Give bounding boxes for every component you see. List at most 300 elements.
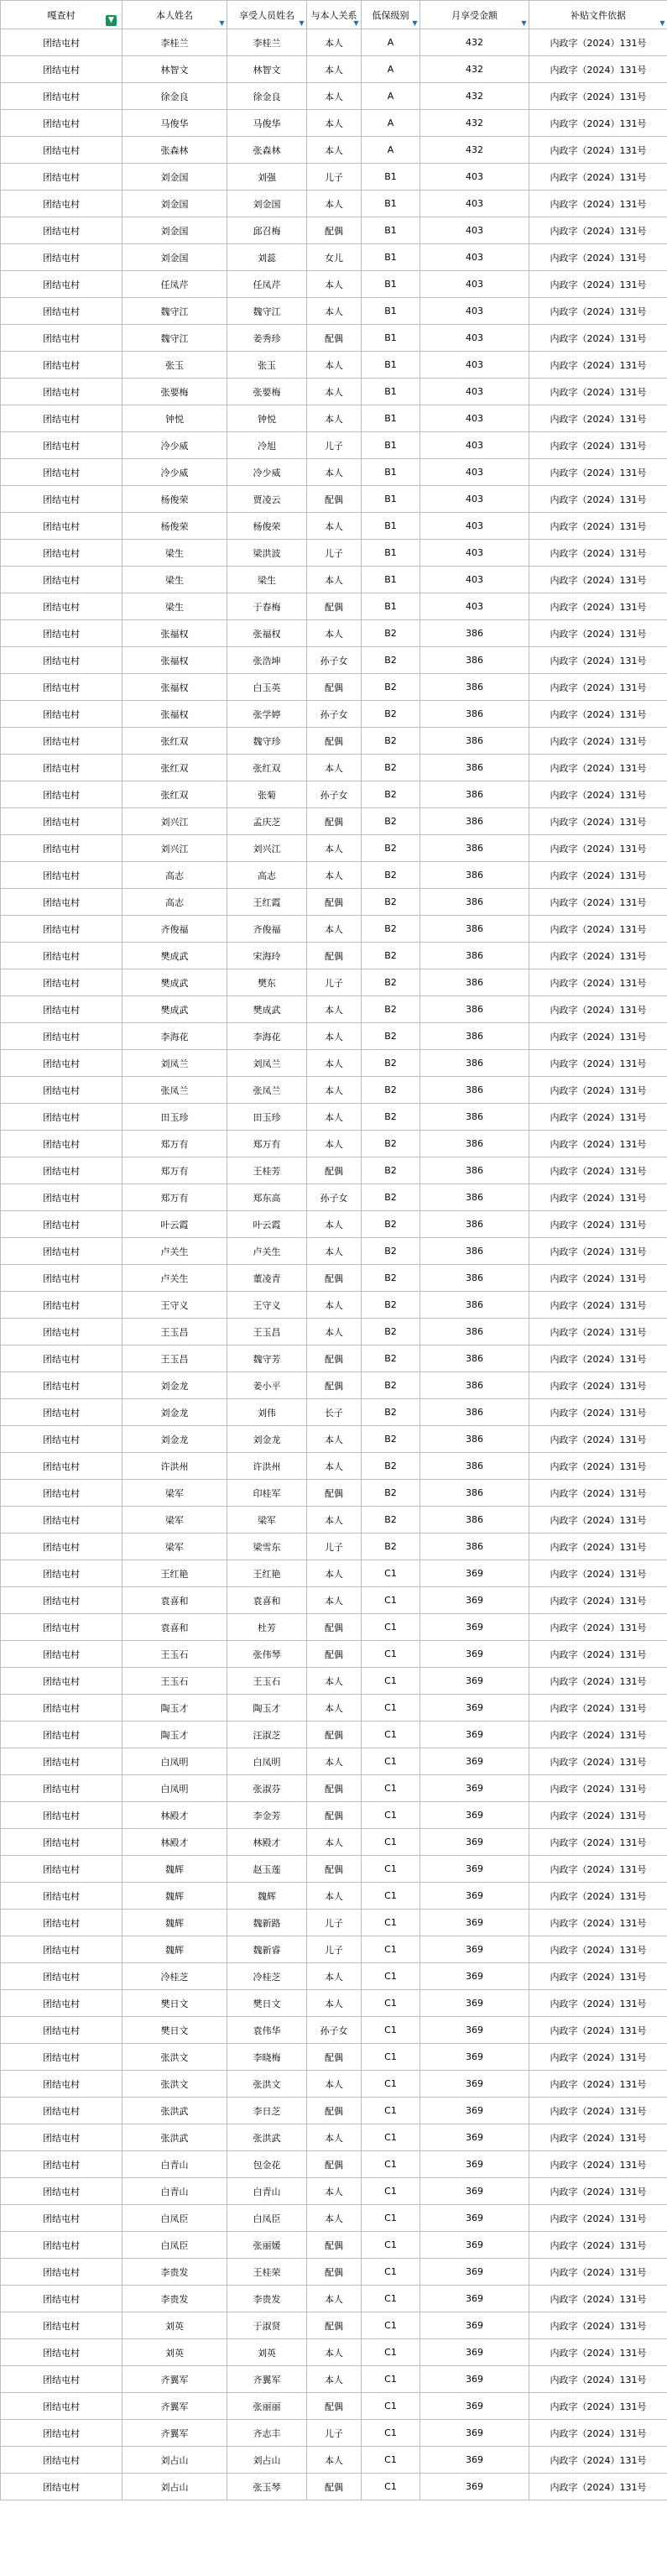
amount-cell[interactable]: 369 (420, 2151, 529, 2178)
name-cell[interactable]: 叶云霞 (122, 1211, 227, 1238)
level-cell[interactable]: C1 (362, 1910, 420, 1936)
name-cell[interactable]: 齐翼军 (122, 2393, 227, 2420)
document-cell[interactable]: 内政字（2024）131号 (529, 325, 667, 352)
level-cell[interactable]: B1 (362, 325, 420, 352)
village-cell[interactable]: 团结屯村 (1, 1641, 122, 1668)
relation-cell[interactable]: 本人 (307, 83, 362, 110)
beneficiary-cell[interactable]: 张洪武 (227, 2124, 307, 2151)
village-cell[interactable]: 团结屯村 (1, 1265, 122, 1292)
level-cell[interactable]: B1 (362, 567, 420, 593)
filter-dropdown-icon[interactable]: ▼ (521, 19, 527, 27)
amount-cell[interactable]: 403 (420, 298, 529, 325)
beneficiary-cell[interactable]: 许洪州 (227, 1453, 307, 1480)
beneficiary-cell[interactable]: 王红艳 (227, 1560, 307, 1587)
village-cell[interactable]: 团结屯村 (1, 379, 122, 405)
amount-cell[interactable]: 369 (420, 2232, 529, 2259)
amount-cell[interactable]: 403 (420, 244, 529, 271)
beneficiary-cell[interactable]: 张玉 (227, 352, 307, 379)
beneficiary-cell[interactable]: 张森林 (227, 137, 307, 164)
relation-cell[interactable]: 配偶 (307, 2098, 362, 2124)
document-cell[interactable]: 内政字（2024）131号 (529, 835, 667, 862)
name-cell[interactable]: 刘英 (122, 2339, 227, 2366)
beneficiary-cell[interactable]: 魏守珍 (227, 728, 307, 755)
amount-cell[interactable]: 386 (420, 1345, 529, 1372)
relation-cell[interactable]: 配偶 (307, 943, 362, 969)
amount-cell[interactable]: 386 (420, 1453, 529, 1480)
document-cell[interactable]: 内政字（2024）131号 (529, 916, 667, 943)
village-cell[interactable]: 团结屯村 (1, 862, 122, 889)
beneficiary-cell[interactable]: 樊日文 (227, 1990, 307, 2017)
amount-cell[interactable]: 386 (420, 1104, 529, 1131)
name-cell[interactable]: 任凤芹 (122, 271, 227, 298)
beneficiary-cell[interactable]: 叶云霞 (227, 1211, 307, 1238)
amount-cell[interactable]: 386 (420, 1292, 529, 1319)
document-cell[interactable]: 内政字（2024）131号 (529, 164, 667, 191)
amount-cell[interactable]: 386 (420, 889, 529, 916)
name-cell[interactable]: 李贵发 (122, 2286, 227, 2312)
relation-cell[interactable]: 配偶 (307, 1345, 362, 1372)
name-cell[interactable]: 梁军 (122, 1507, 227, 1534)
relation-cell[interactable]: 配偶 (307, 2044, 362, 2071)
village-cell[interactable]: 团结屯村 (1, 271, 122, 298)
name-cell[interactable]: 魏辉 (122, 1936, 227, 1963)
amount-cell[interactable]: 369 (420, 2259, 529, 2286)
village-cell[interactable]: 团结屯村 (1, 996, 122, 1023)
document-cell[interactable]: 内政字（2024）131号 (529, 1399, 667, 1426)
name-cell[interactable]: 王玉昌 (122, 1319, 227, 1345)
beneficiary-cell[interactable]: 李贵发 (227, 2286, 307, 2312)
name-cell[interactable]: 冷桂芝 (122, 1963, 227, 1990)
relation-cell[interactable]: 本人 (307, 1883, 362, 1910)
beneficiary-cell[interactable]: 邱召梅 (227, 217, 307, 244)
document-cell[interactable]: 内政字（2024）131号 (529, 2259, 667, 2286)
document-cell[interactable]: 内政字（2024）131号 (529, 1990, 667, 2017)
level-cell[interactable]: C1 (362, 2447, 420, 2474)
level-cell[interactable]: B1 (362, 271, 420, 298)
amount-cell[interactable]: 369 (420, 2205, 529, 2232)
relation-cell[interactable]: 本人 (307, 2071, 362, 2098)
name-cell[interactable]: 魏辉 (122, 1910, 227, 1936)
name-cell[interactable]: 刘占山 (122, 2474, 227, 2500)
beneficiary-cell[interactable]: 刘英 (227, 2339, 307, 2366)
level-cell[interactable]: B2 (362, 1023, 420, 1050)
level-cell[interactable]: C1 (362, 1560, 420, 1587)
level-cell[interactable]: B1 (362, 486, 420, 513)
level-cell[interactable]: A (362, 137, 420, 164)
beneficiary-cell[interactable]: 董凌青 (227, 1265, 307, 1292)
village-cell[interactable]: 团结屯村 (1, 1399, 122, 1426)
level-cell[interactable]: B2 (362, 755, 420, 781)
filter-active-icon[interactable]: ▼ (106, 15, 117, 26)
level-cell[interactable]: B2 (362, 1104, 420, 1131)
village-cell[interactable]: 团结屯村 (1, 298, 122, 325)
village-cell[interactable]: 团结屯村 (1, 1345, 122, 1372)
village-cell[interactable]: 团结屯村 (1, 83, 122, 110)
amount-cell[interactable]: 386 (420, 1077, 529, 1104)
amount-cell[interactable]: 369 (420, 1883, 529, 1910)
level-cell[interactable]: B1 (362, 405, 420, 432)
village-cell[interactable]: 团结屯村 (1, 1480, 122, 1507)
beneficiary-cell[interactable]: 姜秀珍 (227, 325, 307, 352)
amount-cell[interactable]: 386 (420, 1534, 529, 1560)
beneficiary-cell[interactable]: 王桂芳 (227, 1157, 307, 1184)
amount-cell[interactable]: 386 (420, 728, 529, 755)
document-cell[interactable]: 内政字（2024）131号 (529, 728, 667, 755)
filter-dropdown-icon[interactable]: ▼ (659, 19, 665, 27)
name-cell[interactable]: 王守义 (122, 1292, 227, 1319)
amount-cell[interactable]: 386 (420, 1023, 529, 1050)
document-cell[interactable]: 内政字（2024）131号 (529, 1507, 667, 1534)
level-cell[interactable]: B2 (362, 1319, 420, 1345)
amount-cell[interactable]: 403 (420, 405, 529, 432)
level-cell[interactable]: C1 (362, 2420, 420, 2447)
name-cell[interactable]: 白青山 (122, 2151, 227, 2178)
document-cell[interactable]: 内政字（2024）131号 (529, 2071, 667, 2098)
amount-cell[interactable]: 369 (420, 1668, 529, 1695)
name-cell[interactable]: 冷少威 (122, 459, 227, 486)
filter-dropdown-icon[interactable]: ▼ (353, 19, 359, 27)
relation-cell[interactable]: 配偶 (307, 2474, 362, 2500)
amount-cell[interactable]: 369 (420, 1775, 529, 1802)
village-cell[interactable]: 团结屯村 (1, 1910, 122, 1936)
beneficiary-cell[interactable]: 魏守芳 (227, 1345, 307, 1372)
relation-cell[interactable]: 孙子女 (307, 647, 362, 674)
beneficiary-cell[interactable]: 张红双 (227, 755, 307, 781)
document-cell[interactable]: 内政字（2024）131号 (529, 1372, 667, 1399)
village-cell[interactable]: 团结屯村 (1, 217, 122, 244)
village-cell[interactable]: 团结屯村 (1, 781, 122, 808)
document-cell[interactable]: 内政字（2024）131号 (529, 1829, 667, 1856)
document-cell[interactable]: 内政字（2024）131号 (529, 593, 667, 620)
document-cell[interactable]: 内政字（2024）131号 (529, 1265, 667, 1292)
beneficiary-cell[interactable]: 高志 (227, 862, 307, 889)
document-cell[interactable]: 内政字（2024）131号 (529, 2286, 667, 2312)
level-cell[interactable]: B2 (362, 1372, 420, 1399)
beneficiary-cell[interactable]: 田玉珍 (227, 1104, 307, 1131)
village-cell[interactable]: 团结屯村 (1, 1023, 122, 1050)
relation-cell[interactable]: 本人 (307, 1023, 362, 1050)
village-cell[interactable]: 团结屯村 (1, 647, 122, 674)
relation-cell[interactable]: 配偶 (307, 217, 362, 244)
village-cell[interactable]: 团结屯村 (1, 593, 122, 620)
level-cell[interactable]: B2 (362, 1534, 420, 1560)
relation-cell[interactable]: 女儿 (307, 244, 362, 271)
relation-cell[interactable]: 本人 (307, 29, 362, 56)
village-cell[interactable]: 团结屯村 (1, 1319, 122, 1345)
name-cell[interactable]: 魏守江 (122, 298, 227, 325)
village-cell[interactable]: 团结屯村 (1, 2232, 122, 2259)
level-cell[interactable]: C1 (362, 2286, 420, 2312)
relation-cell[interactable]: 配偶 (307, 1641, 362, 1668)
relation-cell[interactable]: 孙子女 (307, 701, 362, 728)
level-cell[interactable]: A (362, 83, 420, 110)
level-cell[interactable]: B2 (362, 1184, 420, 1211)
relation-cell[interactable]: 本人 (307, 1238, 362, 1265)
village-cell[interactable]: 团结屯村 (1, 2151, 122, 2178)
document-cell[interactable]: 内政字（2024）131号 (529, 1641, 667, 1668)
beneficiary-cell[interactable]: 于春梅 (227, 593, 307, 620)
document-cell[interactable]: 内政字（2024）131号 (529, 1614, 667, 1641)
name-cell[interactable]: 刘兴江 (122, 835, 227, 862)
document-cell[interactable]: 内政字（2024）131号 (529, 459, 667, 486)
relation-cell[interactable]: 本人 (307, 1990, 362, 2017)
beneficiary-cell[interactable]: 张伟琴 (227, 1641, 307, 1668)
beneficiary-cell[interactable]: 宋海玲 (227, 943, 307, 969)
village-cell[interactable]: 团结屯村 (1, 1856, 122, 1883)
document-cell[interactable]: 内政字（2024）131号 (529, 486, 667, 513)
document-cell[interactable]: 内政字（2024）131号 (529, 781, 667, 808)
relation-cell[interactable]: 本人 (307, 1131, 362, 1157)
amount-cell[interactable]: 369 (420, 1936, 529, 1963)
amount-cell[interactable]: 386 (420, 1372, 529, 1399)
village-cell[interactable]: 团结屯村 (1, 1131, 122, 1157)
amount-cell[interactable]: 369 (420, 2366, 529, 2393)
document-cell[interactable]: 内政字（2024）131号 (529, 2420, 667, 2447)
document-cell[interactable]: 内政字（2024）131号 (529, 755, 667, 781)
village-cell[interactable]: 团结屯村 (1, 1238, 122, 1265)
village-cell[interactable]: 团结屯村 (1, 432, 122, 459)
name-cell[interactable]: 李贵发 (122, 2259, 227, 2286)
amount-cell[interactable]: 369 (420, 2474, 529, 2500)
name-cell[interactable]: 李海花 (122, 1023, 227, 1050)
document-cell[interactable]: 内政字（2024）131号 (529, 1722, 667, 1748)
village-cell[interactable]: 团结屯村 (1, 2366, 122, 2393)
level-cell[interactable]: C1 (362, 2259, 420, 2286)
village-cell[interactable]: 团结屯村 (1, 1748, 122, 1775)
level-cell[interactable]: C1 (362, 1856, 420, 1883)
village-cell[interactable]: 团结屯村 (1, 620, 122, 647)
village-cell[interactable]: 团结屯村 (1, 2420, 122, 2447)
amount-cell[interactable]: 432 (420, 110, 529, 137)
level-cell[interactable]: B2 (362, 1157, 420, 1184)
village-cell[interactable]: 团结屯村 (1, 1587, 122, 1614)
name-cell[interactable]: 郑万有 (122, 1184, 227, 1211)
relation-cell[interactable]: 配偶 (307, 1856, 362, 1883)
level-cell[interactable]: C1 (362, 1775, 420, 1802)
relation-cell[interactable]: 本人 (307, 1050, 362, 1077)
beneficiary-cell[interactable]: 李海花 (227, 1023, 307, 1050)
name-cell[interactable]: 白凤明 (122, 1775, 227, 1802)
name-cell[interactable]: 梁生 (122, 593, 227, 620)
village-cell[interactable]: 团结屯村 (1, 674, 122, 701)
amount-cell[interactable]: 369 (420, 2447, 529, 2474)
beneficiary-cell[interactable]: 杨俊荣 (227, 513, 307, 540)
name-cell[interactable]: 刘金龙 (122, 1372, 227, 1399)
amount-cell[interactable]: 369 (420, 1587, 529, 1614)
beneficiary-cell[interactable]: 郑东高 (227, 1184, 307, 1211)
name-cell[interactable]: 郑万有 (122, 1131, 227, 1157)
village-cell[interactable]: 团结屯村 (1, 943, 122, 969)
level-cell[interactable]: C1 (362, 1722, 420, 1748)
relation-cell[interactable]: 本人 (307, 1748, 362, 1775)
name-cell[interactable]: 林智文 (122, 56, 227, 83)
beneficiary-cell[interactable]: 张福权 (227, 620, 307, 647)
relation-cell[interactable]: 配偶 (307, 325, 362, 352)
document-cell[interactable]: 内政字（2024）131号 (529, 1534, 667, 1560)
document-cell[interactable]: 内政字（2024）131号 (529, 969, 667, 996)
relation-cell[interactable]: 儿子 (307, 164, 362, 191)
beneficiary-cell[interactable]: 张浩坤 (227, 647, 307, 674)
beneficiary-cell[interactable]: 齐翼军 (227, 2366, 307, 2393)
beneficiary-cell[interactable]: 卢关生 (227, 1238, 307, 1265)
relation-cell[interactable]: 本人 (307, 1668, 362, 1695)
document-cell[interactable]: 内政字（2024）131号 (529, 1104, 667, 1131)
name-cell[interactable]: 白凤臣 (122, 2232, 227, 2259)
beneficiary-cell[interactable]: 于淑贤 (227, 2312, 307, 2339)
level-cell[interactable]: C1 (362, 1641, 420, 1668)
document-cell[interactable]: 内政字（2024）131号 (529, 674, 667, 701)
level-cell[interactable]: B2 (362, 862, 420, 889)
relation-cell[interactable]: 配偶 (307, 2393, 362, 2420)
village-cell[interactable]: 团结屯村 (1, 1829, 122, 1856)
relation-cell[interactable]: 孙子女 (307, 781, 362, 808)
document-cell[interactable]: 内政字（2024）131号 (529, 2098, 667, 2124)
beneficiary-cell[interactable]: 李日芝 (227, 2098, 307, 2124)
amount-cell[interactable]: 369 (420, 1560, 529, 1587)
beneficiary-cell[interactable]: 印桂军 (227, 1480, 307, 1507)
name-cell[interactable]: 张福权 (122, 647, 227, 674)
document-cell[interactable]: 内政字（2024）131号 (529, 2232, 667, 2259)
document-cell[interactable]: 内政字（2024）131号 (529, 1023, 667, 1050)
village-cell[interactable]: 团结屯村 (1, 1963, 122, 1990)
beneficiary-cell[interactable]: 冷旭 (227, 432, 307, 459)
document-cell[interactable]: 内政字（2024）131号 (529, 137, 667, 164)
name-cell[interactable]: 袁喜和 (122, 1587, 227, 1614)
relation-cell[interactable]: 本人 (307, 405, 362, 432)
relation-cell[interactable]: 本人 (307, 191, 362, 217)
document-cell[interactable]: 内政字（2024）131号 (529, 379, 667, 405)
beneficiary-cell[interactable]: 孟庆芝 (227, 808, 307, 835)
village-cell[interactable]: 团结屯村 (1, 1802, 122, 1829)
village-cell[interactable]: 团结屯村 (1, 352, 122, 379)
beneficiary-cell[interactable]: 袁伟华 (227, 2017, 307, 2044)
level-cell[interactable]: B1 (362, 164, 420, 191)
village-cell[interactable]: 团结屯村 (1, 137, 122, 164)
village-cell[interactable]: 团结屯村 (1, 2259, 122, 2286)
name-cell[interactable]: 高志 (122, 862, 227, 889)
level-cell[interactable]: C1 (362, 2151, 420, 2178)
beneficiary-cell[interactable]: 刘凤兰 (227, 1050, 307, 1077)
name-cell[interactable]: 张福权 (122, 620, 227, 647)
name-cell[interactable]: 卢关生 (122, 1265, 227, 1292)
village-cell[interactable]: 团结屯村 (1, 405, 122, 432)
beneficiary-cell[interactable]: 贾凌云 (227, 486, 307, 513)
document-cell[interactable]: 内政字（2024）131号 (529, 2474, 667, 2500)
header-name[interactable] (122, 1, 227, 29)
amount-cell[interactable]: 386 (420, 1319, 529, 1345)
beneficiary-cell[interactable]: 刘蕊 (227, 244, 307, 271)
beneficiary-cell[interactable]: 马俊华 (227, 110, 307, 137)
level-cell[interactable]: B2 (362, 943, 420, 969)
beneficiary-cell[interactable]: 梁洪波 (227, 540, 307, 567)
amount-cell[interactable]: 386 (420, 1211, 529, 1238)
document-cell[interactable]: 内政字（2024）131号 (529, 2151, 667, 2178)
document-cell[interactable]: 内政字（2024）131号 (529, 808, 667, 835)
amount-cell[interactable]: 432 (420, 56, 529, 83)
header-beneficiary[interactable] (227, 1, 307, 29)
relation-cell[interactable]: 配偶 (307, 1157, 362, 1184)
header-amount[interactable] (420, 1, 529, 29)
level-cell[interactable]: A (362, 56, 420, 83)
level-cell[interactable]: B2 (362, 1345, 420, 1372)
level-cell[interactable]: B2 (362, 1265, 420, 1292)
village-cell[interactable]: 团结屯村 (1, 1077, 122, 1104)
village-cell[interactable]: 团结屯村 (1, 567, 122, 593)
amount-cell[interactable]: 369 (420, 1990, 529, 2017)
name-cell[interactable]: 刘占山 (122, 2447, 227, 2474)
document-cell[interactable]: 内政字（2024）131号 (529, 244, 667, 271)
amount-cell[interactable]: 369 (420, 2071, 529, 2098)
village-cell[interactable]: 团结屯村 (1, 1668, 122, 1695)
relation-cell[interactable]: 儿子 (307, 540, 362, 567)
name-cell[interactable]: 高志 (122, 889, 227, 916)
name-cell[interactable]: 梁生 (122, 567, 227, 593)
village-cell[interactable]: 团结屯村 (1, 889, 122, 916)
document-cell[interactable]: 内政字（2024）131号 (529, 1480, 667, 1507)
beneficiary-cell[interactable]: 张丽媛 (227, 2232, 307, 2259)
level-cell[interactable]: B2 (362, 1399, 420, 1426)
name-cell[interactable]: 杨俊荣 (122, 513, 227, 540)
village-cell[interactable]: 团结屯村 (1, 2447, 122, 2474)
name-cell[interactable]: 张洪武 (122, 2124, 227, 2151)
amount-cell[interactable]: 386 (420, 1426, 529, 1453)
village-cell[interactable]: 团结屯村 (1, 244, 122, 271)
name-cell[interactable]: 卢关生 (122, 1238, 227, 1265)
level-cell[interactable]: B1 (362, 459, 420, 486)
level-cell[interactable]: C1 (362, 1829, 420, 1856)
village-cell[interactable]: 团结屯村 (1, 2071, 122, 2098)
document-cell[interactable]: 内政字（2024）131号 (529, 1453, 667, 1480)
beneficiary-cell[interactable]: 徐金良 (227, 83, 307, 110)
beneficiary-cell[interactable]: 李桂兰 (227, 29, 307, 56)
relation-cell[interactable]: 本人 (307, 1695, 362, 1722)
relation-cell[interactable]: 本人 (307, 352, 362, 379)
level-cell[interactable]: C1 (362, 1990, 420, 2017)
name-cell[interactable]: 张红双 (122, 781, 227, 808)
relation-cell[interactable]: 配偶 (307, 808, 362, 835)
level-cell[interactable]: C1 (362, 1614, 420, 1641)
name-cell[interactable]: 杨俊荣 (122, 486, 227, 513)
level-cell[interactable]: C1 (362, 2098, 420, 2124)
relation-cell[interactable]: 孙子女 (307, 2017, 362, 2044)
beneficiary-cell[interactable]: 张凤兰 (227, 1077, 307, 1104)
relation-cell[interactable]: 本人 (307, 1560, 362, 1587)
beneficiary-cell[interactable]: 冷桂芝 (227, 1963, 307, 1990)
amount-cell[interactable]: 369 (420, 1856, 529, 1883)
relation-cell[interactable]: 本人 (307, 110, 362, 137)
village-cell[interactable]: 团结屯村 (1, 325, 122, 352)
level-cell[interactable]: B2 (362, 1131, 420, 1157)
name-cell[interactable]: 刘兴江 (122, 808, 227, 835)
name-cell[interactable]: 樊成武 (122, 943, 227, 969)
relation-cell[interactable]: 本人 (307, 1292, 362, 1319)
level-cell[interactable]: C1 (362, 2071, 420, 2098)
amount-cell[interactable]: 369 (420, 1748, 529, 1775)
relation-cell[interactable]: 孙子女 (307, 1184, 362, 1211)
name-cell[interactable]: 白青山 (122, 2178, 227, 2205)
document-cell[interactable]: 内政字（2024）131号 (529, 2017, 667, 2044)
relation-cell[interactable]: 本人 (307, 1077, 362, 1104)
name-cell[interactable]: 陶玉才 (122, 1695, 227, 1722)
level-cell[interactable]: B1 (362, 379, 420, 405)
level-cell[interactable]: B2 (362, 620, 420, 647)
beneficiary-cell[interactable]: 张淑芬 (227, 1775, 307, 1802)
level-cell[interactable]: B2 (362, 996, 420, 1023)
document-cell[interactable]: 内政字（2024）131号 (529, 1560, 667, 1587)
name-cell[interactable]: 田玉珍 (122, 1104, 227, 1131)
village-cell[interactable]: 团结屯村 (1, 191, 122, 217)
document-cell[interactable]: 内政字（2024）131号 (529, 1426, 667, 1453)
